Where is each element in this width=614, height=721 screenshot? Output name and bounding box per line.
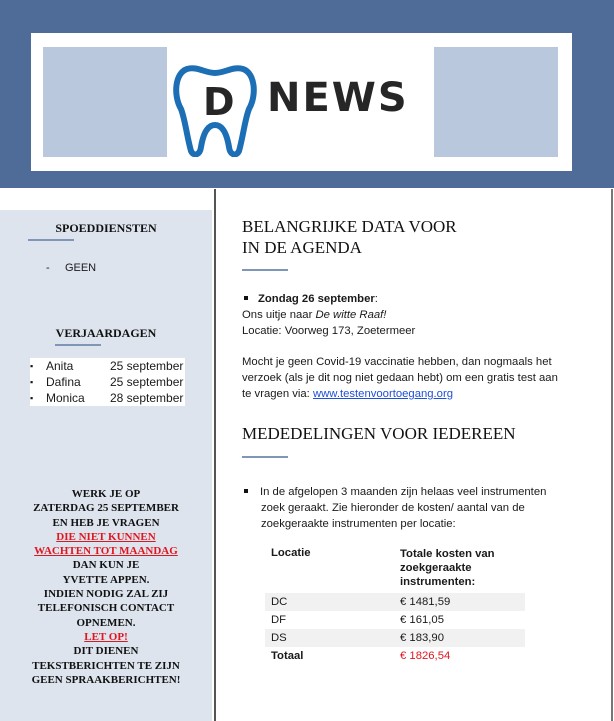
covid-line: Mocht je geen Covid-19 vaccinatie hebben, dan nogmaals het [242, 356, 552, 368]
agenda-heading-line: BELANGRIJKE DATA VOOR [242, 217, 457, 236]
instruments-table [265, 545, 525, 665]
table-row [265, 611, 525, 629]
spoeddiensten-rule [28, 239, 74, 241]
bullet-icon: ▪ [30, 361, 34, 371]
covid-line: verzoek (als je dit nog niet gedaan hebt) om een gratis test aan [242, 372, 558, 384]
column-header-location: Locatie [271, 547, 311, 559]
agenda-heading-line: IN DE AGENDA [242, 238, 362, 257]
row-location: DC [271, 596, 288, 608]
instruments-line: zoekgeraakte instrumenten per locatie: [261, 518, 456, 530]
test-link[interactable]: www.testenvoortoegang.org [312, 388, 454, 400]
notice-line: DIT DIENEN [73, 645, 139, 658]
spoeddiensten-heading: SPOEDDIENSTEN [55, 221, 157, 235]
announcements-rule [242, 456, 288, 458]
covid-prefix: te vragen via: [242, 388, 313, 400]
announcements-heading: MEDEDELINGEN VOOR IEDEREEN [242, 424, 516, 443]
column-header-line: zoekgeraakte [400, 562, 472, 574]
instruments-line: zoek geraakt. Zie hieronder de kosten/ aantal van de [261, 502, 525, 514]
notice-line: GEEN SPRAAKBERICHTEN! [31, 673, 181, 686]
notice-line: YVETTE APPEN. [62, 573, 150, 586]
notice-line: INDIEN NODIG ZAL ZIJ [43, 588, 169, 601]
event-date: Zondag 26 september [258, 293, 375, 305]
column-header-line: Totale kosten van [400, 548, 495, 560]
right-border [611, 189, 613, 721]
notice-line: EN HEB JE VRAGEN [52, 516, 160, 529]
table-row [265, 593, 525, 611]
notice-line-red: WACHTEN TOT MAANDAG [34, 545, 178, 558]
notice-line: DAN KUN JE [72, 559, 140, 572]
total-label: Totaal [271, 650, 304, 662]
notice-line: WERK JE OP [71, 488, 141, 500]
spoeddiensten-value: GEEN [64, 262, 97, 274]
notice-line: ZATERDAG 25 SEPTEMBER [33, 502, 179, 515]
birthday-name: Anita [46, 359, 74, 373]
row-location: DF [271, 614, 287, 626]
logo-word: NEWS [267, 75, 409, 121]
row-cost: € 183,90 [400, 632, 444, 644]
agenda-rule [242, 269, 288, 271]
notice-line: OPNEMEN. [76, 616, 136, 629]
verjaardagen-heading: VERJAARDAGEN [55, 326, 157, 340]
instruments-paragraph [242, 484, 546, 532]
row-location: DS [271, 632, 287, 644]
birthday-date: 28 september [110, 391, 184, 405]
table-row [265, 629, 525, 647]
event-line [242, 307, 415, 323]
birthday-name: Dafina [46, 375, 81, 389]
birthday-date: 25 september [110, 359, 184, 373]
total-value: € 1826,54 [400, 650, 451, 662]
covid-line [242, 386, 558, 402]
bullet-icon [244, 489, 248, 493]
birthday-name: Monica [46, 391, 85, 405]
column-header-line: instrumenten: [400, 576, 476, 588]
bullet-icon: ▪ [30, 377, 34, 387]
event-prefix: Ons uitje naar [242, 309, 316, 321]
tooth-icon [167, 47, 267, 157]
header-banner [31, 33, 572, 171]
list-item [30, 358, 185, 374]
instruments-text: In de afgelopen 3 maanden zijn helaas veel instrumenten [260, 486, 547, 498]
row-cost: € 1481,59 [400, 596, 451, 608]
spoeddiensten-item: - GEEN [46, 262, 97, 274]
instruments-line [242, 484, 546, 500]
table-header [265, 545, 525, 593]
birthday-list [30, 358, 185, 406]
bullet-icon: ▪ [30, 393, 34, 403]
agenda-heading [242, 216, 457, 258]
column-header-cost [400, 547, 520, 589]
event-date-line [242, 291, 415, 307]
event-colon: : [374, 293, 378, 305]
notice-line-red: LET OP! [84, 630, 128, 643]
dnews-logo [167, 47, 434, 157]
banner-band-left [43, 47, 167, 157]
notice-line: TEKSTBERICHTEN TE ZIJN [32, 659, 180, 672]
list-item [30, 390, 185, 406]
birthday-date: 25 september [110, 375, 184, 389]
list-item [30, 374, 185, 390]
event-place: De witte Raaf! [315, 309, 387, 321]
bullet-icon [244, 296, 248, 300]
event-block [242, 291, 415, 339]
newsletter-header [0, 0, 614, 188]
covid-paragraph [242, 354, 558, 402]
weekend-notice [0, 487, 212, 687]
notice-line: TELEFONISCH CONTACT [37, 602, 175, 615]
column-divider [214, 189, 216, 721]
event-location: Locatie: Voorweg 173, Zoetermeer [242, 325, 416, 337]
verjaardagen-rule [55, 344, 101, 346]
row-cost: € 161,05 [400, 614, 444, 626]
logo-letter: D [203, 80, 235, 124]
notice-line-red: DIE NIET KUNNEN [56, 530, 156, 543]
banner-band-right [434, 47, 558, 157]
table-total-row [265, 647, 525, 665]
